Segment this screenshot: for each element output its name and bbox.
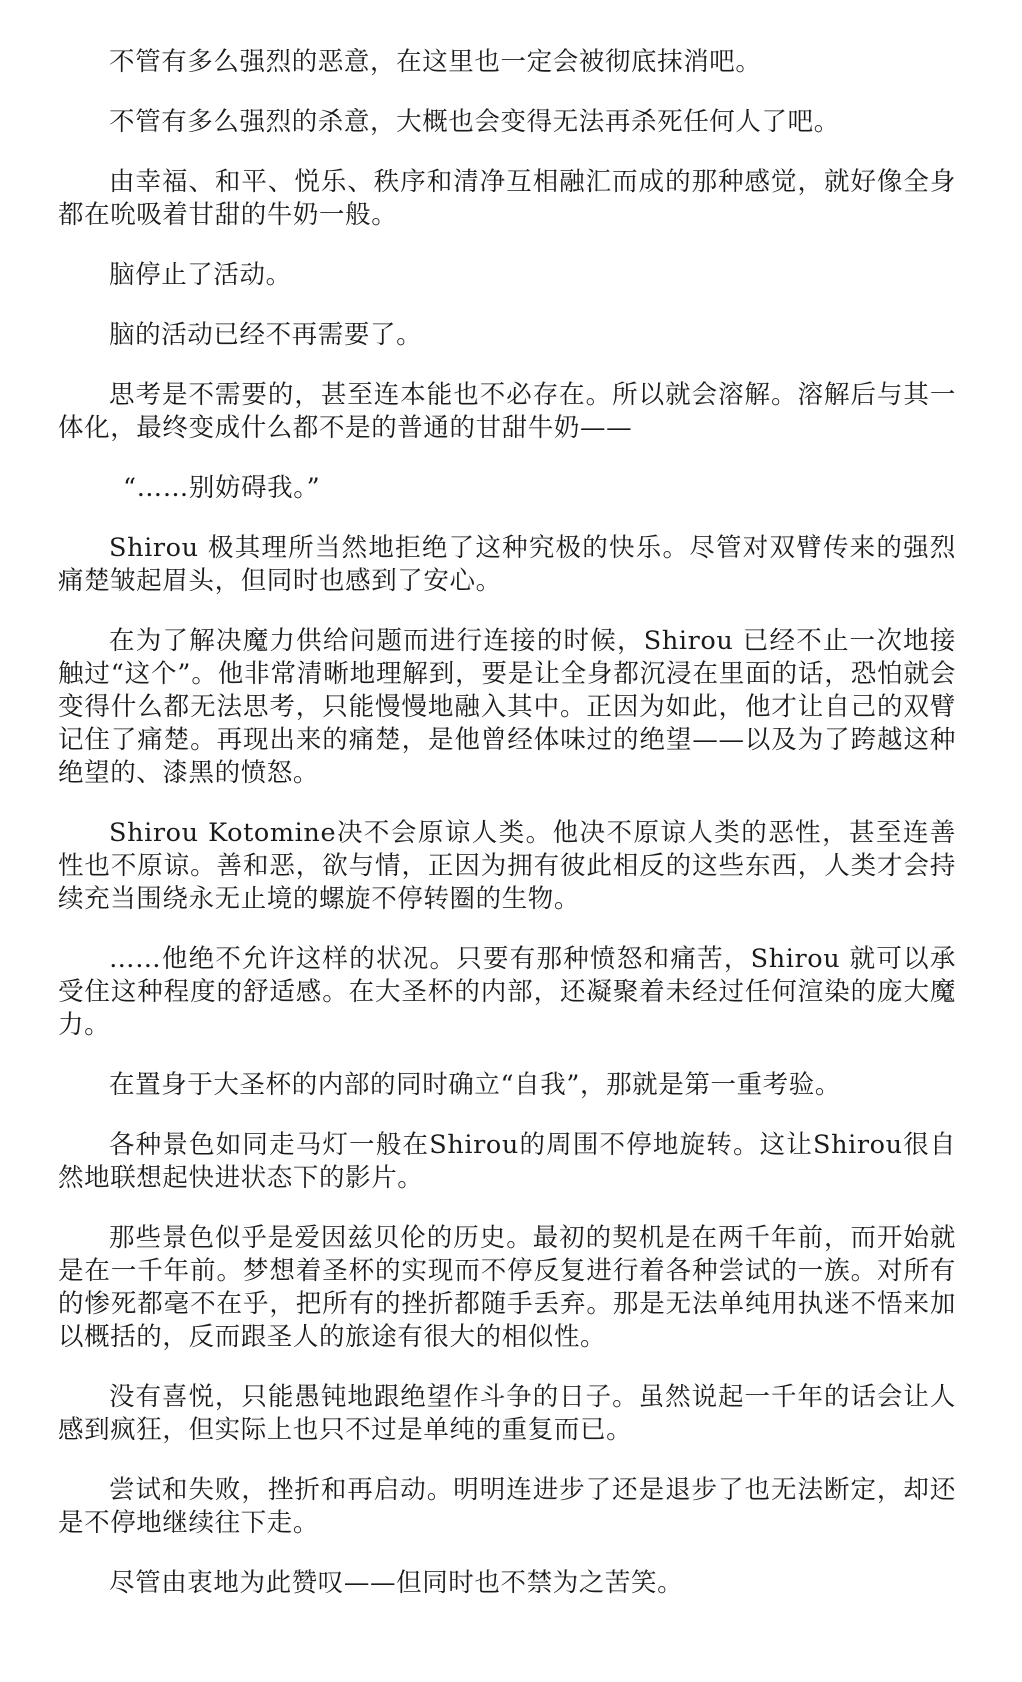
paragraph-6: 思考是不需要的，甚至连本能也不必存在。所以就会溶解。溶解后与其一体化，最终变成什么都不是的普通的甘甜牛奶—— (58, 380, 956, 443)
paragraph-14: 那些景色似乎是爱因兹贝伦的历史。最初的契机是在两千年前，而开始就是在一千年前。梦想着圣杯的实现而不停反复进行着各种尝试的一族。对所有的惨死都毫不在乎，把所有的挫折都随手丢弃。那是无法单纯用执迷不悟来加以概括的，反而跟圣人的旅途有很大的相似性。 (58, 1223, 956, 1352)
paragraph-10: Shirou Kotomine决不会原谅人类。他决不原谅人类的恶性，甚至连善性也不原谅。善和恶，欲与情，正因为拥有彼此相反的这些东西，人类才会持续充当围绕永无止境的螺旋不停转圈的生物。 (58, 818, 956, 914)
paragraph-11: ……他绝不允许这样的状况。只要有那种愤怒和痛苦，Shirou 就可以承受住这种程度的舒适感。在大圣杯的内部，还凝聚着未经过任何渲染的庞大魔力。 (58, 944, 956, 1040)
paragraph-7-dialogue: “……别妨碍我。” (123, 473, 321, 503)
paragraph-13: 各种景色如同走马灯一般在Shirou的周围不停地旋转。这让Shirou很自然地联想起快进状态下的影片。 (58, 1130, 956, 1193)
paragraph-5: 脑的活动已经不再需要了。 (109, 320, 423, 350)
paragraph-4: 脑停止了活动。 (109, 260, 292, 290)
paragraph-17: 尽管由衷地为此赞叹——但同时也不禁为之苦笑。 (109, 1568, 684, 1598)
paragraph-15: 没有喜悦，只能愚钝地跟绝望作斗争的日子。虽然说起一千年的话会让人感到疯狂，但实际上也只不过是单纯的重复而已。 (58, 1382, 956, 1445)
paragraph-8: Shirou 极其理所当然地拒绝了这种究极的快乐。尽管对双臂传来的强烈痛楚皱起眉头，但同时也感到了安心。 (58, 533, 956, 596)
paragraph-16: 尝试和失败，挫折和再启动。明明连进步了还是退步了也无法断定，却还是不停地继续往下走。 (58, 1475, 956, 1538)
paragraph-12: 在置身于大圣杯的内部的同时确立“自我”，那就是第一重考验。 (109, 1070, 841, 1100)
paragraph-9: 在为了解决魔力供给问题而进行连接的时候，Shirou 已经不止一次地接触过“这个”。他非常清晰地理解到，要是让全身都沉浸在里面的话，恐怕就会变得什么都无法思考，只能慢慢地融入其中。正因为如此，他才让自己的双臂记住了痛楚。再现出来的痛楚，是他曾经体味过的绝望——以及为了跨越这种绝望的、漆黑的愤怒。 (58, 626, 956, 788)
paragraph-2: 不管有多么强烈的杀意，大概也会变得无法再杀死任何人了吧。 (109, 107, 840, 137)
paragraph-3: 由幸福、和平、悦乐、秩序和清净互相融汇而成的那种感觉，就好像全身都在吮吸着甘甜的牛奶一般。 (58, 167, 956, 230)
paragraph-1: 不管有多么强烈的恶意，在这里也一定会被彻底抹消吧。 (109, 47, 762, 77)
